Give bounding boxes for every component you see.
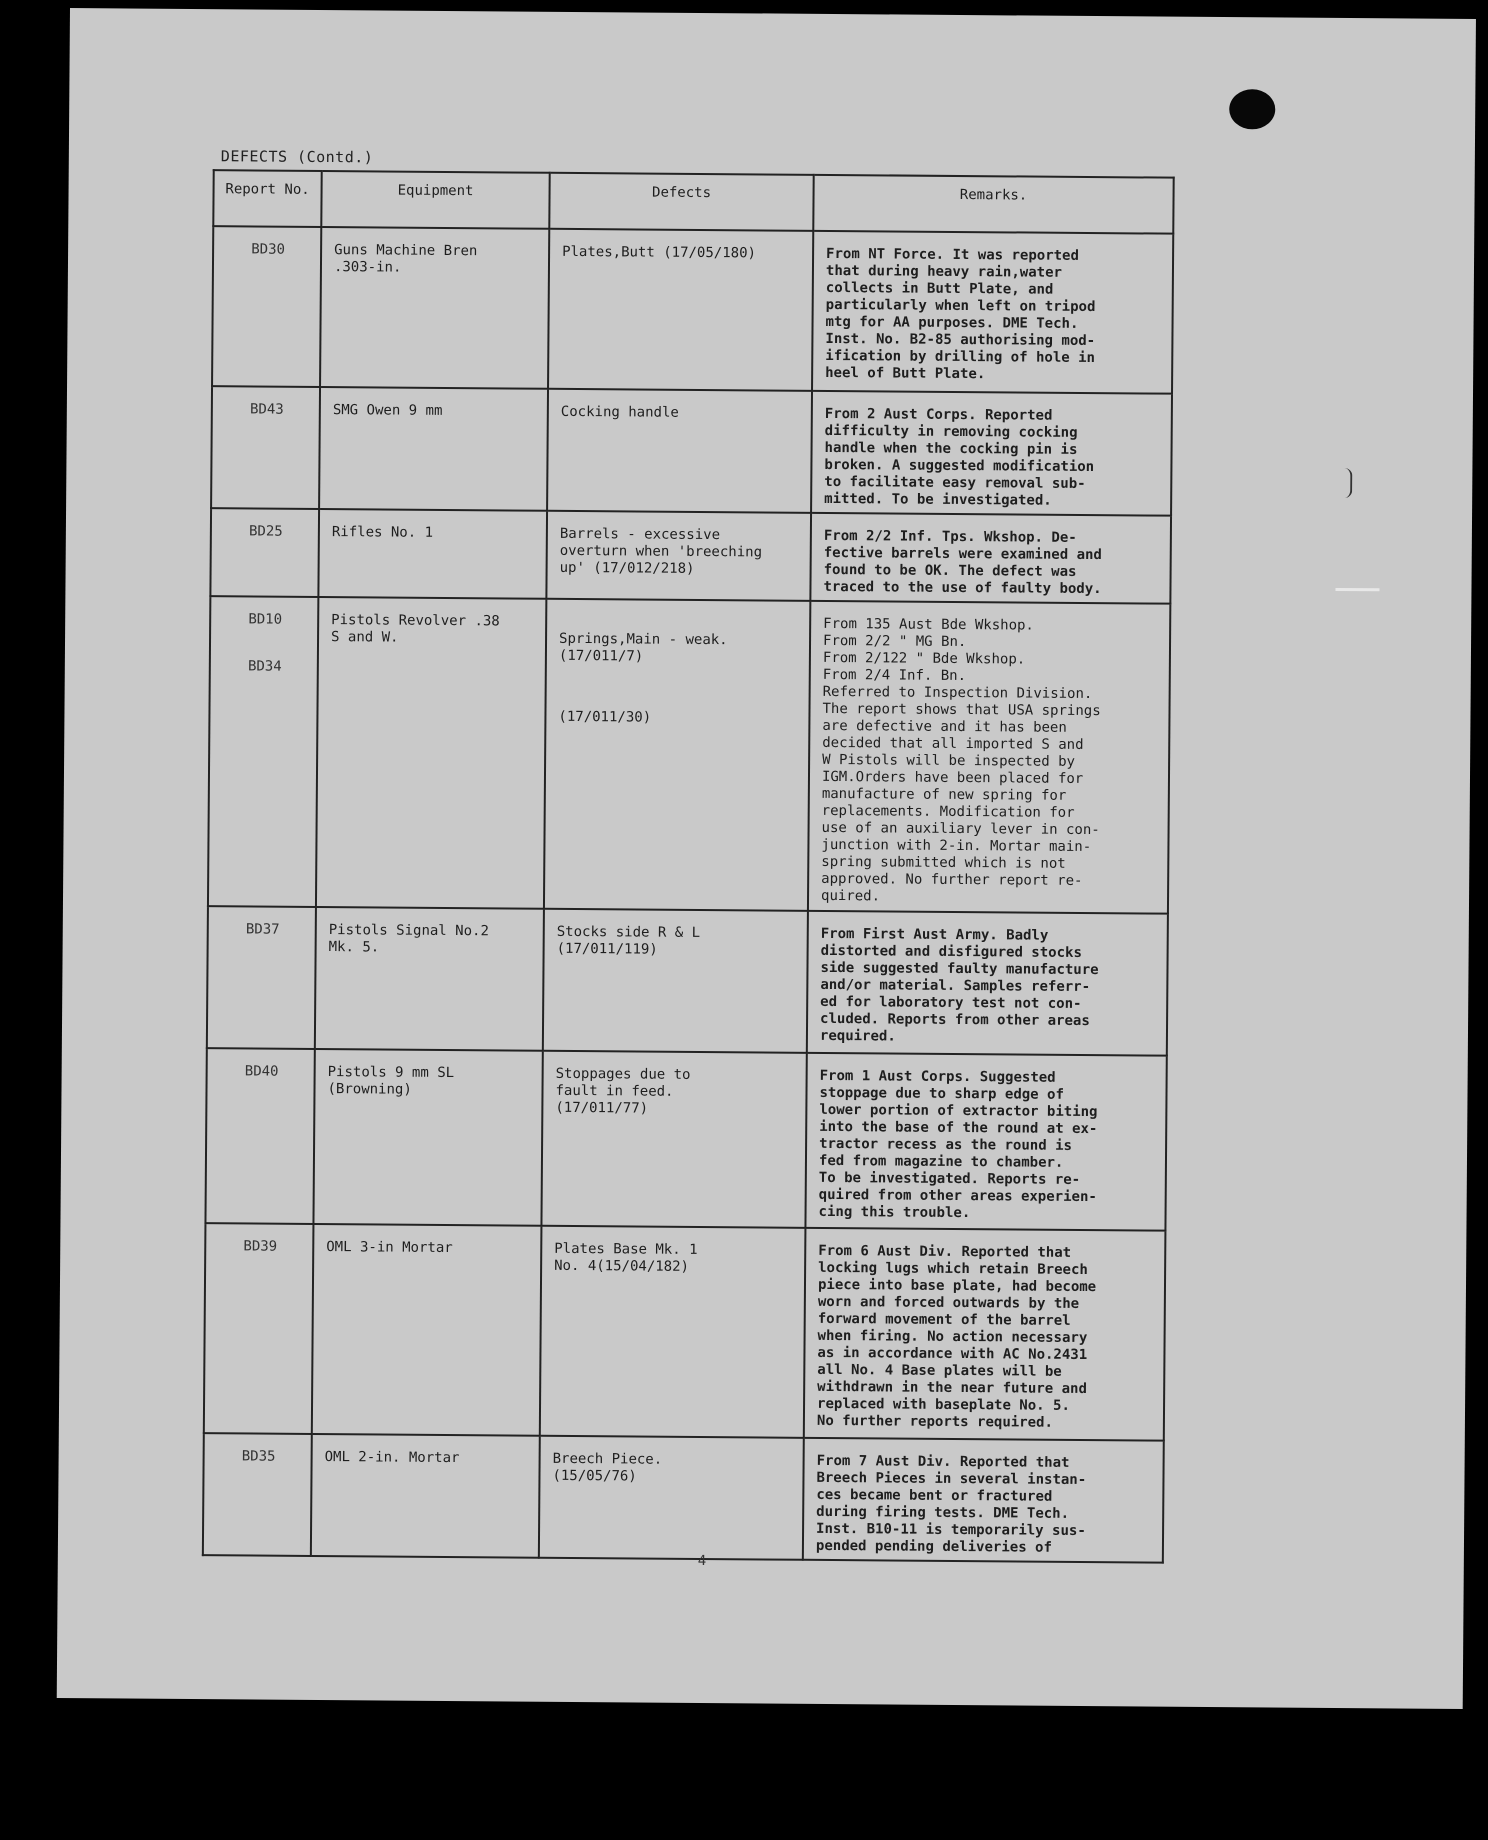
- header-defects: Defects: [549, 173, 813, 231]
- defects: Breech Piece. (15/05/76): [539, 1436, 804, 1560]
- header-remarks: Remarks.: [813, 175, 1173, 234]
- defects: Stoppages due to fault in feed. (17/011/77): [541, 1051, 806, 1228]
- defects-table: [202, 169, 1175, 1564]
- equipment: SMG Owen 9 mm: [319, 387, 548, 511]
- defects: Barrels - excessive overturn when 'breeching up' (17/012/218): [546, 511, 811, 601]
- report-no-cell: [208, 596, 318, 907]
- defects: Springs,Main - weak. (17/011/7): [558, 630, 728, 665]
- table-row: [203, 1433, 1164, 1563]
- report-no: BD30: [212, 226, 321, 387]
- remarks: From 7 Aust Div. Reported that Breech Pieces in several instan- ces became bent or fractured during firing tests. DME Tech. Inst. B10-11 is temporarily sus- pended pending deliveries of: [803, 1438, 1164, 1563]
- film-scratch: [1335, 588, 1379, 591]
- defects: Plates,Butt (17/05/180): [548, 229, 813, 391]
- remarks: From 1 Aust Corps. Suggested stoppage due to sharp edge of lower portion of extractor biting into the base of the round at ex- tractor recess as the round is fed from magazine to chamber. To be investigated. Reports re- quired from other areas experien- cing this trouble.: [805, 1053, 1166, 1231]
- equipment: OML 3-in Mortar: [312, 1224, 542, 1436]
- page-number: 4: [697, 1552, 707, 1570]
- defects: Cocking handle: [547, 389, 812, 513]
- equipment: Pistols Signal No.2 Mk. 5.: [315, 907, 544, 1051]
- defects-cell: [544, 599, 810, 911]
- report-no: BD43: [211, 386, 320, 509]
- header-row: [213, 170, 1173, 234]
- document-page: [57, 8, 1476, 1709]
- table-row: [207, 906, 1168, 1056]
- report-no: BD40: [205, 1048, 314, 1224]
- table-row: [208, 596, 1170, 914]
- defects: Plates Base Mk. 1 No. 4(15/04/182): [540, 1226, 806, 1438]
- table-row: [205, 1048, 1166, 1231]
- defects: Stocks side R & L (17/011/119): [543, 909, 808, 1053]
- header-equipment: Equipment: [321, 171, 549, 229]
- report-no: BD10: [248, 611, 283, 628]
- equipment: Pistols 9 mm SL (Browning): [313, 1049, 542, 1226]
- report-no: BD39: [204, 1223, 314, 1434]
- equipment: Guns Machine Bren .303-in.: [320, 227, 549, 389]
- report-no: BD35: [203, 1433, 312, 1556]
- remarks: From First Aust Army. Badly distorted and disfigured stocks side suggested faulty manufacture and/or material. Samples referr- ed for laboratory test not con- cluded. Reports from other areas required.: [807, 911, 1168, 1056]
- table-caption: DEFECTS (Contd.): [220, 147, 374, 167]
- defects-2: (17/011/30): [558, 708, 652, 726]
- table-row: [210, 508, 1171, 604]
- table-row: [212, 226, 1173, 394]
- report-no: BD37: [207, 906, 316, 1049]
- remarks: From NT Force. It was reported that during heavy rain,water collects in Butt Plate, and particularly when left on tripod mtg for AA purposes. DME Tech. Inst. No. B2-85 authorising mod- ification by drilling of hole in heel of Butt Plate.: [812, 231, 1173, 394]
- table-row: [204, 1223, 1166, 1441]
- punch-hole: [1229, 89, 1275, 129]
- remarks: From 2/2 Inf. Tps. Wkshop. De- fective barrels were examined and found to be OK. The defect was traced to the use of faulty body.: [810, 513, 1171, 604]
- equipment: OML 2-in. Mortar: [311, 1434, 540, 1558]
- margin-mark: [1342, 468, 1352, 498]
- remarks: From 6 Aust Div. Reported that locking lugs which retain Breech piece into base plate, had become worn and forced outwards by the forward movement of the barrel when firing. No action necessary as in accordance with AC No.2431 all No. 4 Base plates will be withdrawn in the near future and replaced with baseplate No. 5. No further reports required.: [804, 1228, 1166, 1441]
- equipment: Rifles No. 1: [318, 509, 547, 599]
- table-row: [211, 386, 1172, 516]
- equipment: Pistols Revolver .38 S and W.: [316, 597, 546, 909]
- remarks: From 135 Aust Bde Wkshop. From 2/2 " MG Bn. From 2/122 " Bde Wkshop. From 2/4 Inf. Bn. Referred to Inspection Division. The report shows that USA springs are defective and it has been decided that all imported S and W Pistols will be inspected by IGM.Orders have been placed for manufacture of new spring for replacements. Modification for use of an auxiliary lever in con- junction with 2-in. Mortar main- spring submitted which is not approved. No further report re- quired.: [808, 601, 1170, 914]
- report-no: BD25: [210, 508, 319, 597]
- report-no-2: BD34: [247, 658, 282, 675]
- remarks: From 2 Aust Corps. Reported difficulty in removing cocking handle when the cocking pin is broken. A suggested modification to facilitate easy removal sub- mitted. To be investigated.: [811, 391, 1172, 516]
- header-report-no: Report No.: [213, 170, 321, 227]
